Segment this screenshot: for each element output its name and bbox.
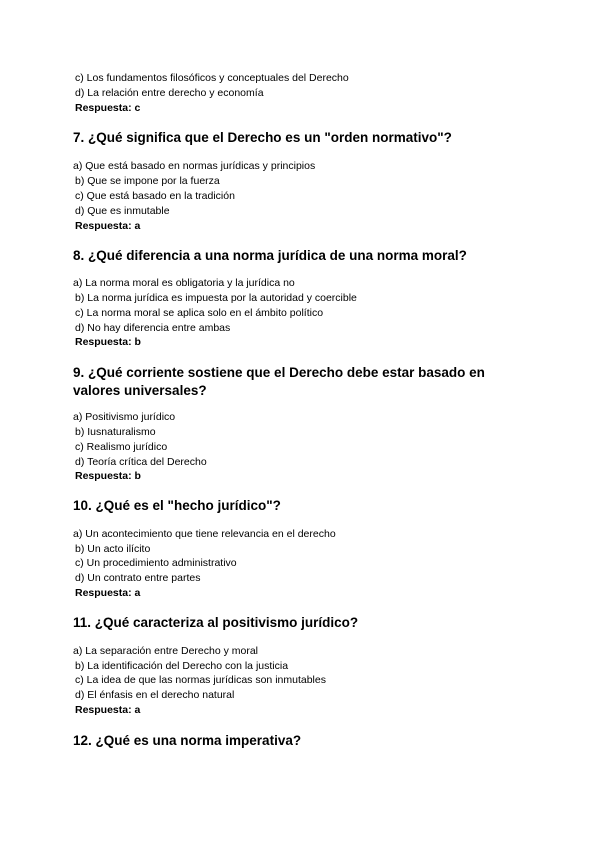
question-11-option-c: c) La idea de que las normas jurídicas son inmutables xyxy=(75,674,326,686)
question-9-option-d: d) Teoría crítica del Derecho xyxy=(75,456,207,468)
question-10-option-b: b) Un acto ilícito xyxy=(75,543,151,555)
question-7-option-a: a) Que está basado en normas jurídicas y principios xyxy=(73,160,316,172)
question-8-option-b: b) La norma jurídica es impuesta por la autoridad y coercible xyxy=(75,292,357,304)
question-7-answer: Respuesta: a xyxy=(75,220,141,232)
question-8-option-a: a) La norma moral es obligatoria y la jurídica no xyxy=(73,277,295,289)
question-7-option-c: c) Que está basado en la tradición xyxy=(75,190,235,202)
question-9-option-a: a) Positivismo jurídico xyxy=(73,411,176,423)
question-8-title: 8. ¿Qué diferencia a una norma jurídica de una norma moral? xyxy=(73,248,467,263)
question-9-option-c: c) Realismo jurídico xyxy=(75,441,168,453)
question-11-title: 11. ¿Qué caracteriza al positivismo jurídico? xyxy=(73,615,359,630)
question-11-option-a: a) La separación entre Derecho y moral xyxy=(73,645,259,657)
question-11-answer: Respuesta: a xyxy=(75,704,141,716)
question-9-option-b: b) Iusnaturalismo xyxy=(75,426,156,438)
question-11-option-b: b) La identificación del Derecho con la justicia xyxy=(75,660,289,672)
question-10-option-c: c) Un procedimiento administrativo xyxy=(75,557,237,569)
question-9-answer: Respuesta: b xyxy=(75,470,141,482)
question-8-option-d: d) No hay diferencia entre ambas xyxy=(75,322,231,334)
question-12-title: 12. ¿Qué es una norma imperativa? xyxy=(73,733,302,748)
question-7-title: 7. ¿Qué significa que el Derecho es un "orden normativo"? xyxy=(73,130,452,145)
question-9-title: 9. ¿Qué corriente sostiene que el Derecho debe estar basado en valores universales? xyxy=(73,365,485,398)
question-7-option-d: d) Que es inmutable xyxy=(75,205,170,217)
question-8-answer: Respuesta: b xyxy=(75,336,141,348)
question-10-title: 10. ¿Qué es el "hecho jurídico"? xyxy=(73,498,281,513)
question-10-answer: Respuesta: a xyxy=(75,587,141,599)
question-7-option-b: b) Que se impone por la fuerza xyxy=(75,175,220,187)
question-11-option-d: d) El énfasis en el derecho natural xyxy=(75,689,235,701)
option-c: c) Los fundamentos filosóficos y conceptuales del Derecho xyxy=(75,72,349,84)
question-10-option-d: d) Un contrato entre partes xyxy=(75,572,201,584)
option-d: d) La relación entre derecho y economía xyxy=(75,87,264,99)
question-8-option-c: c) La norma moral se aplica solo en el ámbito político xyxy=(75,307,324,319)
answer-line: Respuesta: c xyxy=(75,102,141,114)
question-10-option-a: a) Un acontecimiento que tiene relevancia en el derecho xyxy=(73,528,336,540)
